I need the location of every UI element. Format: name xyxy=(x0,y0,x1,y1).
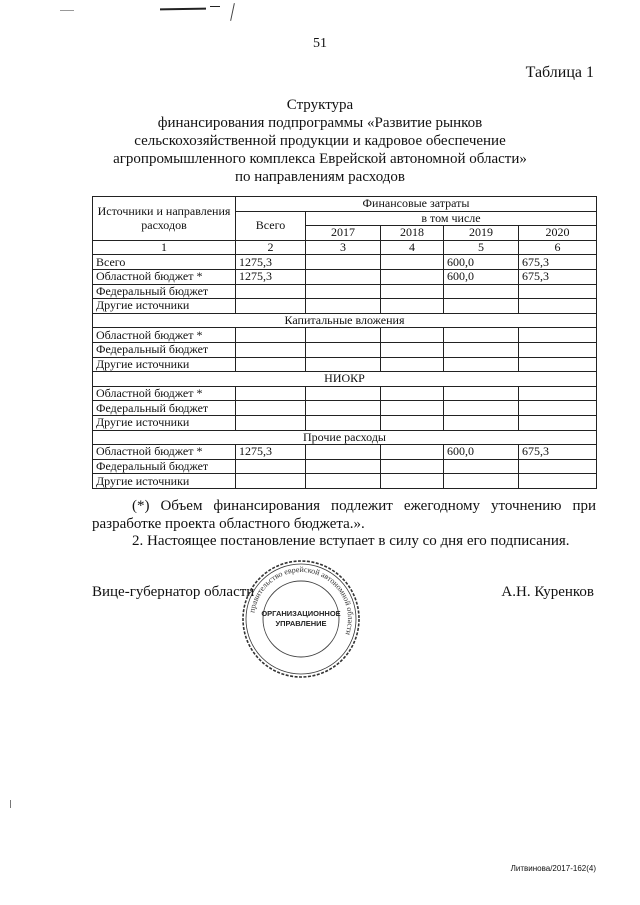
table-row xyxy=(93,357,597,372)
value-cell xyxy=(381,459,444,474)
title-line: Структура xyxy=(286,97,354,113)
value-cell xyxy=(306,386,381,401)
value-cell xyxy=(236,474,306,489)
table-row xyxy=(93,474,597,489)
header-year: 2018 xyxy=(381,226,444,241)
value-cell xyxy=(444,415,519,430)
row-label: Федеральный бюджет xyxy=(93,284,236,299)
header-year: 2019 xyxy=(444,226,519,241)
value-cell xyxy=(306,328,381,343)
value-cell: 675,3 xyxy=(519,445,597,460)
financing-table xyxy=(92,196,597,489)
value-cell xyxy=(444,474,519,489)
title-line: по направлениям расходов xyxy=(234,169,405,185)
value-cell xyxy=(519,357,597,372)
value-cell xyxy=(519,284,597,299)
value-cell xyxy=(236,401,306,416)
value-cell: 1275,3 xyxy=(236,255,306,270)
document-code: Литвинова/2017-162(4) xyxy=(510,864,596,873)
scan-artifact xyxy=(10,800,11,808)
header-year: 2020 xyxy=(519,226,597,241)
value-cell xyxy=(381,284,444,299)
section-title: НИОКР xyxy=(93,372,597,387)
table-row xyxy=(93,459,597,474)
table-row xyxy=(93,284,597,299)
seal-ring-text: правительство еврейской автономной области xyxy=(247,564,356,637)
table-label: Таблица 1 xyxy=(525,64,594,81)
section-row xyxy=(93,372,597,387)
value-cell xyxy=(306,459,381,474)
page-number: 51 xyxy=(313,36,327,51)
value-cell: 600,0 xyxy=(444,255,519,270)
footnote-line: (*) Объем финансирования подлежит ежегодному уточнению при xyxy=(132,498,596,514)
row-label: Областной бюджет * xyxy=(93,445,236,460)
row-label: Областной бюджет * xyxy=(93,328,236,343)
value-cell xyxy=(306,284,381,299)
value-cell: 600,0 xyxy=(444,445,519,460)
value-cell xyxy=(236,299,306,314)
value-cell xyxy=(236,284,306,299)
scan-artifact xyxy=(210,6,220,7)
column-number: 5 xyxy=(444,240,519,255)
row-label: Федеральный бюджет xyxy=(93,459,236,474)
value-cell xyxy=(381,357,444,372)
title-line: сельскохозяйственной продукции и кадровое обеспечение xyxy=(134,133,506,149)
value-cell xyxy=(236,328,306,343)
value-cell xyxy=(381,255,444,270)
signer-name: А.Н. Куренков xyxy=(501,584,594,600)
value-cell xyxy=(236,459,306,474)
value-cell xyxy=(381,474,444,489)
value-cell xyxy=(381,415,444,430)
value-cell xyxy=(306,401,381,416)
scan-artifact xyxy=(230,3,235,21)
value-cell xyxy=(444,299,519,314)
value-cell xyxy=(381,401,444,416)
scan-artifact xyxy=(160,8,206,11)
value-cell xyxy=(381,386,444,401)
table-row xyxy=(93,342,597,357)
table-row xyxy=(93,255,597,270)
value-cell xyxy=(236,357,306,372)
official-seal xyxy=(240,558,362,680)
header-year: 2017 xyxy=(306,226,381,241)
row-label: Областной бюджет * xyxy=(93,386,236,401)
value-cell xyxy=(519,474,597,489)
value-cell xyxy=(444,357,519,372)
value-cell xyxy=(519,386,597,401)
scan-artifact xyxy=(60,10,74,11)
header-including: в том числе xyxy=(306,211,597,226)
value-cell xyxy=(306,299,381,314)
value-cell xyxy=(519,459,597,474)
value-cell xyxy=(306,357,381,372)
row-label: Областной бюджет * xyxy=(93,269,236,284)
value-cell: 600,0 xyxy=(444,269,519,284)
value-cell xyxy=(306,415,381,430)
title-line: агропромышленного комплекса Еврейской автономной области» xyxy=(113,151,527,167)
value-cell xyxy=(444,459,519,474)
table-row xyxy=(93,415,597,430)
value-cell xyxy=(381,328,444,343)
table-title xyxy=(0,96,640,186)
value-cell xyxy=(306,474,381,489)
value-cell xyxy=(381,269,444,284)
row-label: Федеральный бюджет xyxy=(93,401,236,416)
value-cell: 675,3 xyxy=(519,269,597,284)
column-number: 4 xyxy=(381,240,444,255)
seal-center-line: УПРАВЛЕНИЕ xyxy=(275,619,327,628)
column-number: 3 xyxy=(306,240,381,255)
table-row xyxy=(93,445,597,460)
signer-position: Вице-губернатор области xyxy=(92,584,255,600)
row-label: Всего xyxy=(93,255,236,270)
column-number: 6 xyxy=(519,240,597,255)
table-row xyxy=(93,386,597,401)
section-row xyxy=(93,430,597,445)
value-cell xyxy=(306,445,381,460)
value-cell xyxy=(519,328,597,343)
value-cell xyxy=(236,415,306,430)
decree-text: 2. Настоящее постановление вступает в силу со дня его подписания. xyxy=(132,533,570,549)
value-cell xyxy=(381,299,444,314)
value-cell xyxy=(519,299,597,314)
value-cell: 1275,3 xyxy=(236,445,306,460)
row-label: Другие источники xyxy=(93,415,236,430)
row-label: Другие источники xyxy=(93,299,236,314)
section-row xyxy=(93,313,597,328)
value-cell xyxy=(306,342,381,357)
value-cell xyxy=(381,342,444,357)
column-number: 2 xyxy=(236,240,306,255)
table-row xyxy=(93,328,597,343)
header-total: Всего xyxy=(236,211,306,240)
value-cell xyxy=(519,401,597,416)
value-cell xyxy=(381,445,444,460)
value-cell xyxy=(444,401,519,416)
row-label: Другие источники xyxy=(93,474,236,489)
section-title: Капитальные вложения xyxy=(93,313,597,328)
value-cell xyxy=(519,342,597,357)
value-cell xyxy=(236,342,306,357)
table-row xyxy=(93,401,597,416)
value-cell: 675,3 xyxy=(519,255,597,270)
value-cell xyxy=(444,386,519,401)
footnote xyxy=(92,497,596,533)
table-row xyxy=(93,269,597,284)
column-number: 1 xyxy=(93,240,236,255)
title-line: финансирования подпрограммы «Развитие рынков xyxy=(157,115,483,131)
row-label: Другие источники xyxy=(93,357,236,372)
value-cell xyxy=(236,386,306,401)
value-cell xyxy=(444,284,519,299)
header-financial-costs: Финансовые затраты xyxy=(236,197,597,212)
value-cell xyxy=(519,415,597,430)
value-cell xyxy=(444,342,519,357)
seal-center-line: ОРГАНИЗАЦИОННОЕ xyxy=(261,609,341,618)
section-title: Прочие расходы xyxy=(93,430,597,445)
value-cell xyxy=(444,328,519,343)
header-source: Источники и направления расходов xyxy=(93,197,236,241)
footnote-line: разработке проекта областного бюджета.». xyxy=(92,516,365,532)
value-cell xyxy=(306,255,381,270)
row-label: Федеральный бюджет xyxy=(93,342,236,357)
value-cell xyxy=(306,269,381,284)
value-cell: 1275,3 xyxy=(236,269,306,284)
table-row xyxy=(93,299,597,314)
